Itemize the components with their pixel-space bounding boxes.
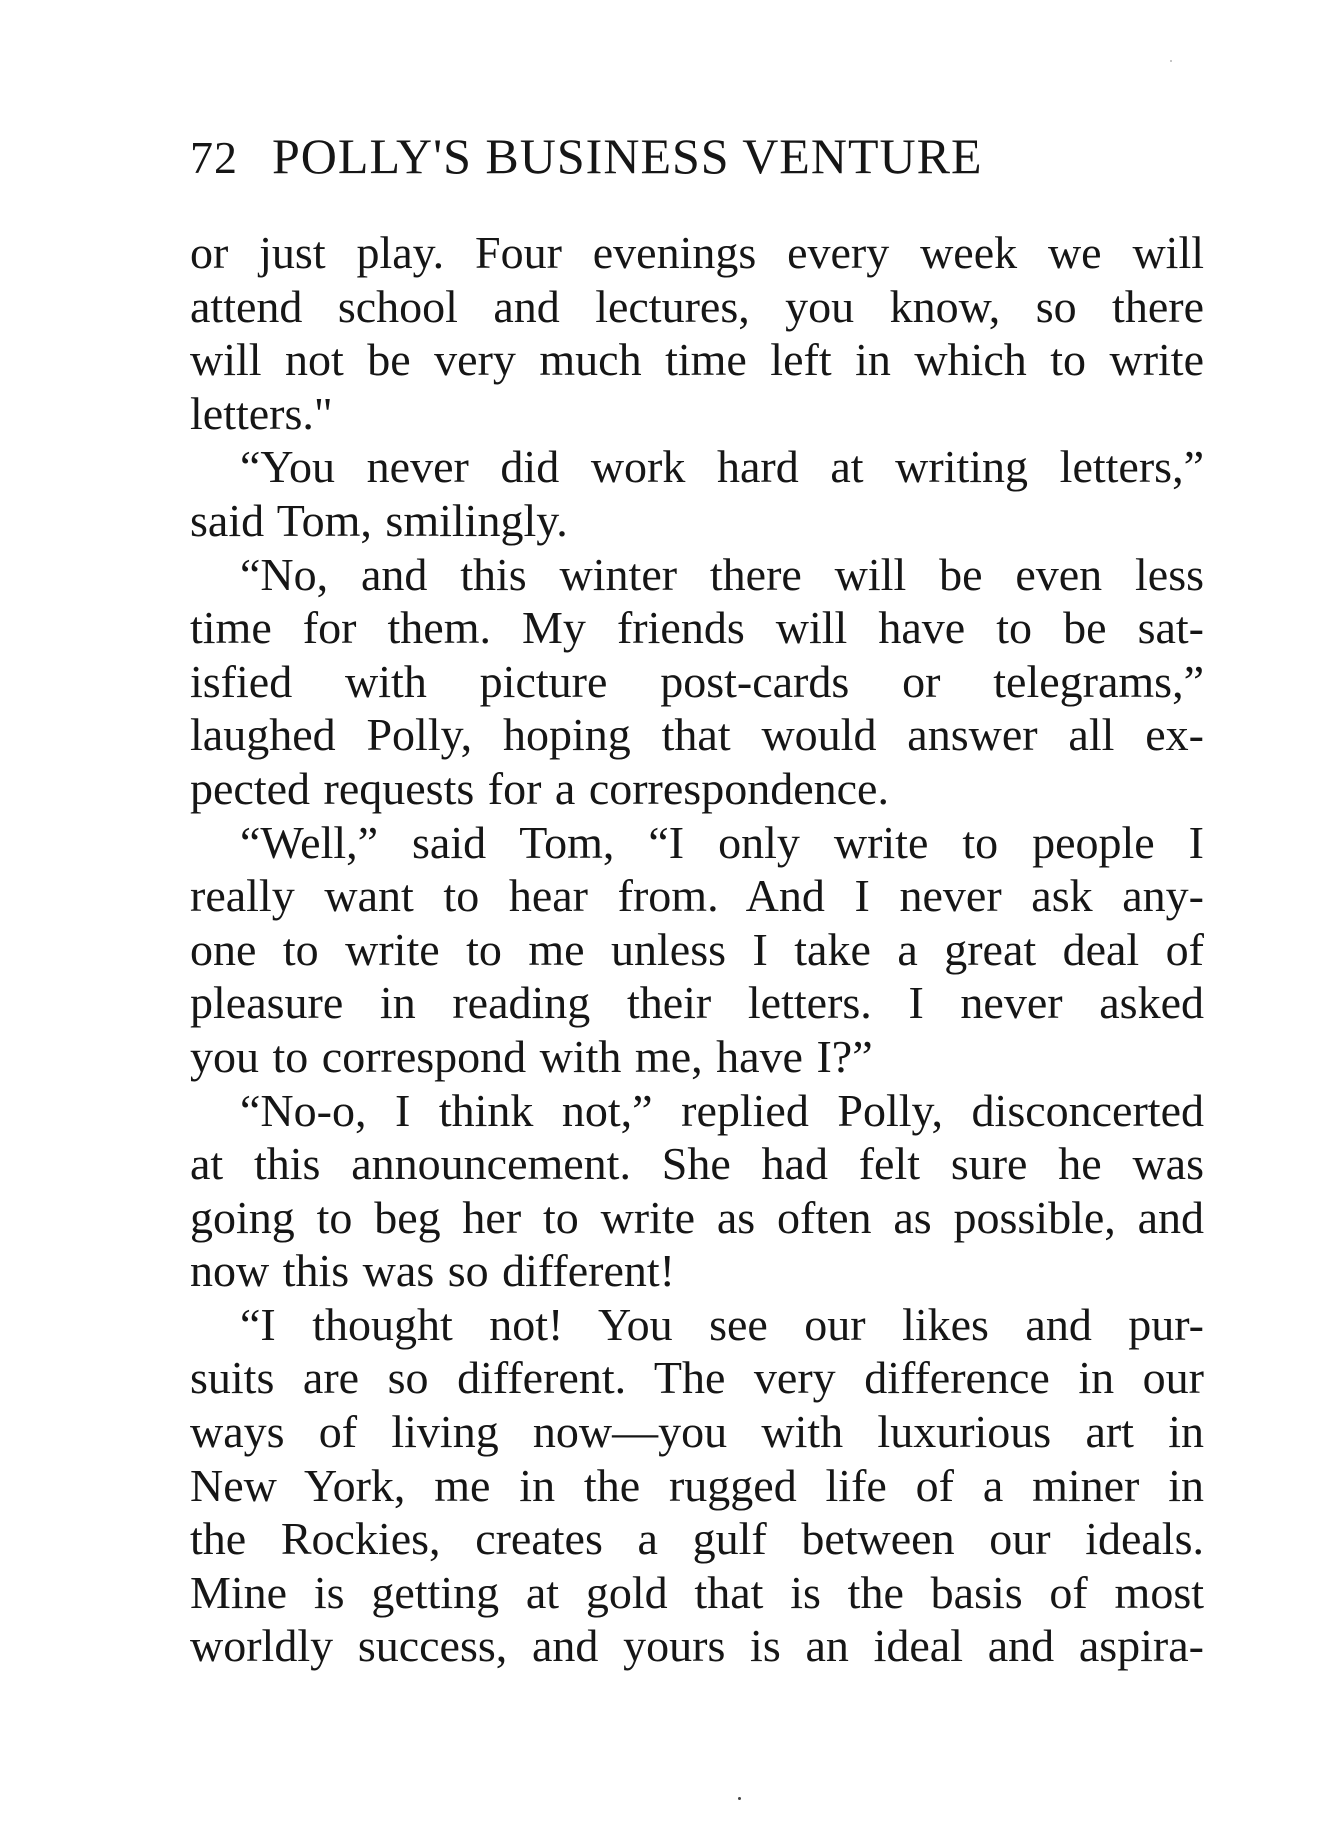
text-line: at this announcement. She had felt sure he was [190,1138,1204,1190]
text-line: now this was so different! [190,1245,675,1297]
book-title: POLLY'S BUSINESS VENTURE [272,128,983,184]
text-line: time for them. My friends will have to be sat- [190,602,1204,654]
text-line: the Rockies, creates a gulf between our ideals. [190,1513,1204,1565]
text-line: “Well,” said Tom, “I only write to people I [240,816,1204,868]
text-line: Mine is getting at gold that is the basis of most [190,1566,1204,1618]
text-line: “I thought not! You see our likes and pur- [240,1298,1204,1350]
text-line: “No, and this winter there will be even less [240,548,1204,600]
paper-speck [738,1797,741,1800]
text-line: pected requests for a correspondence. [190,762,889,814]
body-text [190,226,1204,1673]
page-number: 72 [190,132,238,183]
text-line: suits are so different. The very difference in our [190,1352,1204,1404]
text-line: attend school and lectures, you know, so there [190,280,1204,332]
text-line: “No-o, I think not,” replied Polly, disconcerted [240,1084,1204,1136]
text-line: going to beg her to write as often as possible, and [190,1191,1204,1243]
text-line: isfied with picture post-cards or telegrams,” [190,655,1204,707]
text-line: worldly success, and yours is an ideal and aspira- [190,1620,1204,1672]
text-line: New York, me in the rugged life of a miner in [190,1459,1204,1511]
text-line: laughed Polly, hoping that would answer all ex- [190,709,1204,761]
text-line: one to write to me unless I take a great deal of [190,923,1204,975]
text-line: ways of living now—you with luxurious art in [190,1406,1204,1458]
text-line: you to correspond with me, have I?” [190,1030,873,1082]
text-line: letters." [190,387,333,439]
text-line: “You never did work hard at writing letters,” [240,441,1204,493]
text-line: really want to hear from. And I never ask any- [190,870,1204,922]
text-line: said Tom, smilingly. [190,494,568,546]
text-line: or just play. Four evenings every week we will [190,227,1204,278]
text-line: pleasure in reading their letters. I never asked [190,977,1204,1029]
text-line: will not be very much time left in which to write [190,334,1204,386]
paper-speck [1170,60,1172,62]
running-head [190,126,1090,186]
